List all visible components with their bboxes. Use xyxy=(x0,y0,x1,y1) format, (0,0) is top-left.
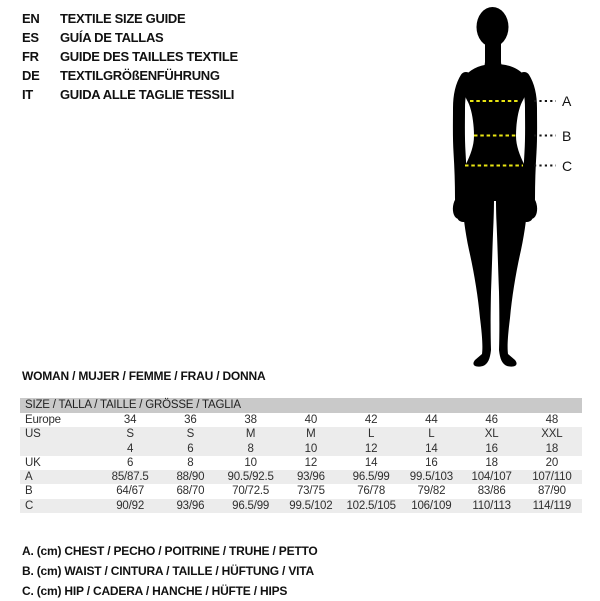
table-row xyxy=(20,427,582,441)
language-list xyxy=(22,9,238,104)
legend-line: B. (cm) WAIST / CINTURA / TAILLE / HÜFTUNG / VITA xyxy=(22,564,314,578)
table-cell: L xyxy=(368,428,375,441)
table-cell: 88/90 xyxy=(176,471,205,484)
table-cell: 42 xyxy=(364,414,378,426)
table-cell: 102.5/105 xyxy=(346,499,396,512)
table-cell: 110/113 xyxy=(472,499,511,512)
table-cell: 18 xyxy=(485,456,498,469)
table-cell: L xyxy=(428,428,435,441)
table-cell: 73/75 xyxy=(296,485,325,498)
table-cell: 6 xyxy=(187,442,194,455)
table-cell: 114/119 xyxy=(532,499,572,512)
size-table-header: SIZE / TALLA / TAILLE / GRÖSSE / TAGLIA xyxy=(20,398,582,413)
table-cell: 87/90 xyxy=(537,485,566,498)
measure-legend xyxy=(22,541,318,601)
silhouette-right-leg xyxy=(496,180,528,367)
table-cell: S xyxy=(126,428,134,441)
table-row xyxy=(20,499,582,513)
table-cell: 40 xyxy=(304,414,318,426)
table-cell: 10 xyxy=(244,456,257,469)
language-code: DE xyxy=(22,68,40,83)
language-row xyxy=(22,28,238,47)
table-cell: 38 xyxy=(244,414,257,426)
table-cell: 79/82 xyxy=(417,485,446,498)
table-cell: 99.5/102 xyxy=(289,499,333,512)
table-cell: 106/109 xyxy=(411,499,452,512)
table-cell: 6 xyxy=(127,456,134,469)
table-row xyxy=(20,456,582,470)
language-code: FR xyxy=(22,49,39,64)
table-cell: 83/86 xyxy=(477,485,506,498)
table-cell: 36 xyxy=(184,414,197,426)
table-cell: M xyxy=(245,428,256,441)
table-cell: 90.5/92.5 xyxy=(227,471,274,484)
legend-line: A. (cm) CHEST / PECHO / POITRINE / TRUHE / PETTO xyxy=(22,544,318,558)
language-code: IT xyxy=(22,87,33,102)
language-row xyxy=(22,9,238,28)
table-cell: 85/87.5 xyxy=(111,471,149,484)
table-cell: XL xyxy=(484,428,499,441)
table-row-label: Europe xyxy=(25,414,61,426)
table-cell: 46 xyxy=(485,414,498,426)
table-cell: S xyxy=(186,428,195,441)
language-row xyxy=(22,47,238,66)
size-table xyxy=(20,398,582,513)
table-cell: 20 xyxy=(545,456,559,469)
table-cell: 44 xyxy=(425,414,438,426)
language-row xyxy=(22,85,238,104)
table-cell: XXL xyxy=(541,428,563,441)
table-cell: 16 xyxy=(425,456,438,469)
table-cell: 12 xyxy=(364,442,378,455)
table-row xyxy=(20,413,582,427)
chest-measure-label: A xyxy=(562,93,572,109)
table-cell: 10 xyxy=(304,442,318,455)
section-title: WOMAN / MUJER / FEMME / FRAU / DONNA xyxy=(22,369,266,383)
table-cell: 96.5/99 xyxy=(352,471,390,484)
table-row xyxy=(20,484,582,498)
table-cell: M xyxy=(306,428,316,441)
table-cell: 14 xyxy=(425,442,438,455)
table-cell: 8 xyxy=(247,442,254,455)
language-code: ES xyxy=(22,30,39,45)
table-cell: 8 xyxy=(187,456,194,469)
table-cell: 12 xyxy=(304,456,318,469)
table-cell: 16 xyxy=(485,442,498,455)
waist-measure-label: B xyxy=(562,128,572,144)
table-row-label: US xyxy=(25,428,41,441)
hip-measure-label: C xyxy=(562,158,572,174)
woman-silhouette xyxy=(430,4,560,372)
language-title: GUÍA DE TALLAS xyxy=(60,30,164,45)
table-cell: 107/110 xyxy=(532,471,572,484)
table-cell: 99.5/103 xyxy=(409,471,453,484)
table-row-label: C xyxy=(25,499,34,512)
table-cell: 48 xyxy=(545,414,559,426)
silhouette-left-leg xyxy=(462,180,494,367)
table-cell: 90/92 xyxy=(116,499,145,512)
table-row xyxy=(20,442,582,456)
table-cell: 34 xyxy=(123,414,137,426)
table-row-label: B xyxy=(25,485,33,498)
table-cell: 96.5/99 xyxy=(232,499,270,512)
legend-line: C. (cm) HIP / CADERA / HANCHE / HÜFTE / HIPS xyxy=(22,584,288,598)
language-code: EN xyxy=(22,11,40,26)
table-cell: 93/96 xyxy=(296,471,325,484)
table-cell: 104/107 xyxy=(471,471,512,484)
language-title: GUIDA ALLE TAGLIE TESSILI xyxy=(60,87,235,102)
language-title: TEXTILE SIZE GUIDE xyxy=(60,11,186,26)
table-row xyxy=(20,470,582,484)
table-row-label: UK xyxy=(25,456,41,469)
language-title: GUIDE DES TAILLES TEXTILE xyxy=(60,49,238,64)
table-row-label: A xyxy=(25,471,33,484)
size-table-body xyxy=(20,413,582,513)
table-cell: 18 xyxy=(545,442,559,455)
language-row xyxy=(22,66,238,85)
table-cell: 93/96 xyxy=(176,499,205,512)
table-cell: 4 xyxy=(127,442,134,455)
table-cell: 76/78 xyxy=(357,485,386,498)
language-title: TEXTILGRÖßENFÜHRUNG xyxy=(60,68,220,83)
silhouette-torso xyxy=(461,64,528,201)
table-cell: 14 xyxy=(364,456,378,469)
table-cell: 70/72.5 xyxy=(232,485,270,498)
table-cell: 68/70 xyxy=(176,485,205,498)
table-cell: 64/67 xyxy=(116,485,145,498)
